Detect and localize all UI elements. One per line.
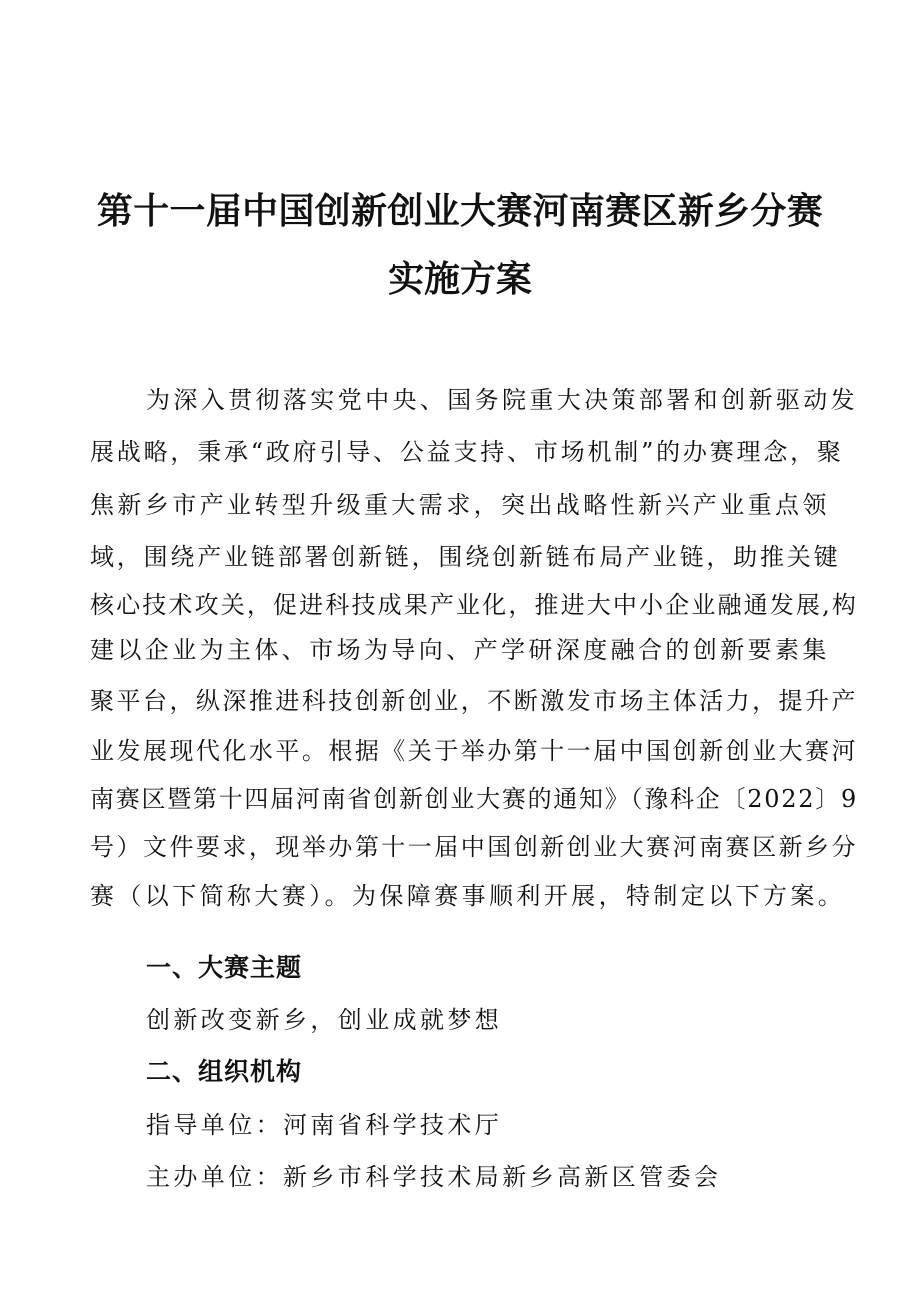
intro-line-5: 核心技术攻关，促进科技成果产业化，推进大中小企业融通发展,构 xyxy=(90,591,858,619)
document-title-line-1: 第十一届中国创新创业大赛河南赛区新乡分赛 xyxy=(96,191,824,232)
section-1-heading: 一、大赛主题 xyxy=(146,953,303,982)
section-1-theme-text: 创新改变新乡，创业成就梦想 xyxy=(146,1006,503,1034)
intro-line-4: 域，围绕产业链部署创新链，围绕创新链布局产业链，助推关键 xyxy=(90,543,841,571)
host-unit-text: 主办单位：新乡市科学技术局新乡高新区管委会 xyxy=(146,1163,722,1191)
intro-line-9: 南赛区暨第十四届河南省创新创业大赛的通知》（豫科企〔2022〕9 xyxy=(90,785,858,813)
section-2-heading: 二、组织机构 xyxy=(146,1057,303,1086)
intro-line-6: 建以企业为主体、市场为导向、产学研深度融合的创新要素集 xyxy=(90,636,830,664)
intro-line-2: 展战略，秉承“政府引导、公益支持、市场机制”的办赛理念，聚 xyxy=(90,438,844,466)
intro-line-3: 焦新乡市产业转型升级重大需求，突出战略性新兴产业重点领 xyxy=(90,491,830,519)
intro-line-11: 赛（以下简称大赛）。为保障赛事顺利开展，特制定以下方案。 xyxy=(90,882,846,910)
intro-line-10: 号）文件要求，现举办第十一届中国创新创业大赛河南赛区新乡分 xyxy=(90,833,858,861)
document-title-line-2: 实施方案 xyxy=(388,259,532,300)
guide-unit-text: 指导单位：河南省科学技术厅 xyxy=(146,1111,503,1139)
intro-line-1: 为深入贯彻落实党中央、国务院重大决策部署和创新驱动发 xyxy=(146,386,858,414)
intro-line-7: 聚平台，纵深推进科技创新创业，不断激发市场主体活力，提升产 xyxy=(90,687,858,715)
intro-line-8: 业发展现代化水平。根据《关于举办第十一届中国创新创业大赛河 xyxy=(90,737,858,765)
